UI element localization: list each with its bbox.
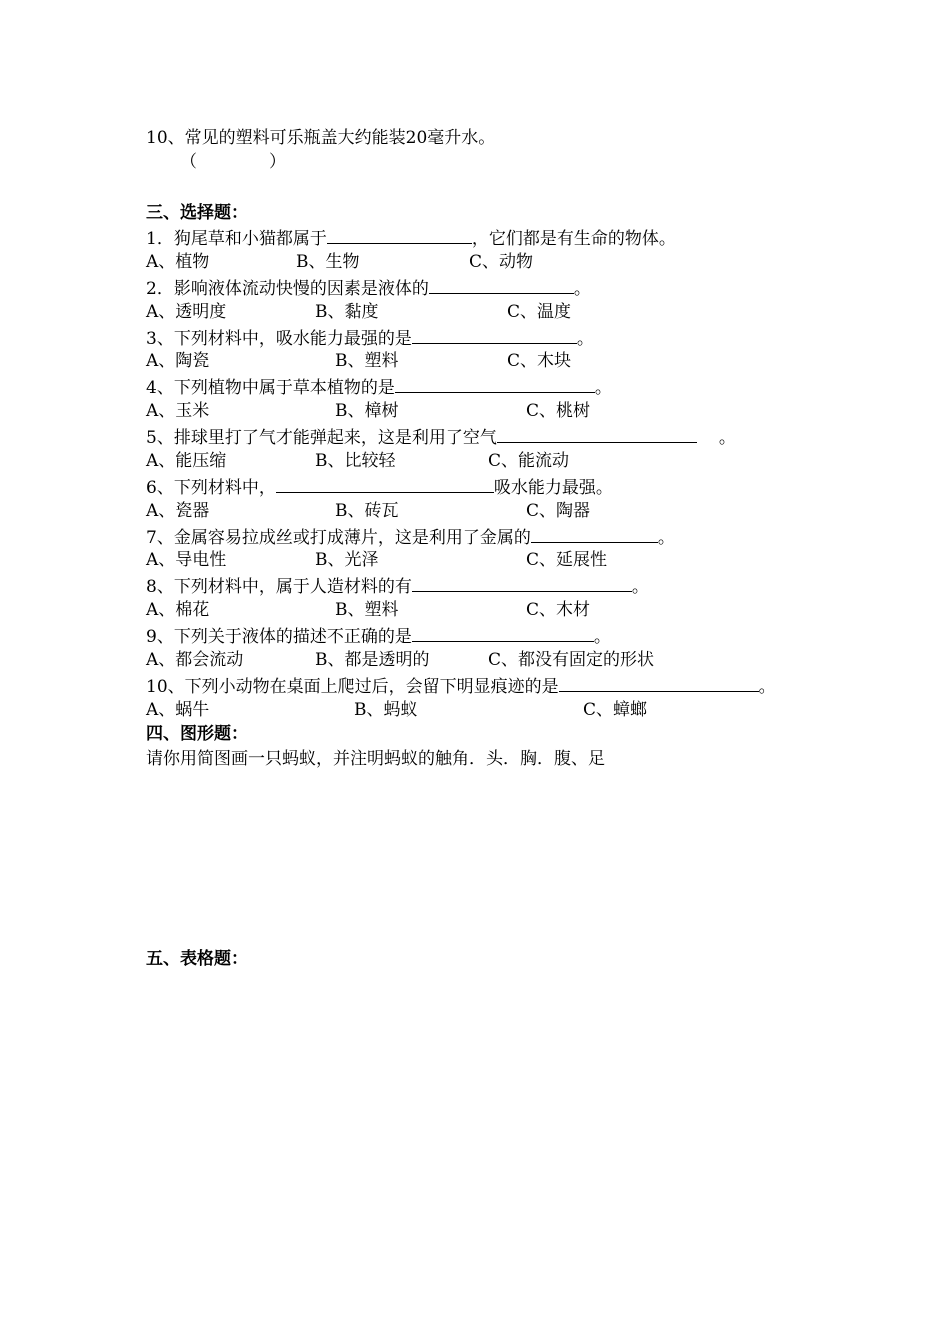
question-text-after: 。 — [593, 627, 611, 647]
question-text: 1．狗尾草和小猫都属于 — [146, 229, 327, 249]
answer-blank[interactable] — [395, 375, 595, 393]
option-b[interactable]: B、砖瓦 — [335, 501, 399, 521]
option-a[interactable]: A、透明度 — [146, 302, 227, 322]
answer-blank[interactable] — [497, 425, 697, 443]
question-text: 7、金属容易拉成丝或打成薄片，这是利用了金属的 — [146, 528, 531, 548]
question-text: 3、下列材料中，吸水能力最强的是 — [146, 329, 412, 349]
question-text-after: 吸水能力最强。 — [493, 478, 613, 498]
answer-blank[interactable] — [327, 226, 472, 244]
option-a[interactable]: A、陶瓷 — [146, 351, 210, 371]
option-b[interactable]: B、比较轻 — [315, 451, 396, 471]
option-a[interactable]: A、导电性 — [146, 550, 227, 570]
option-a[interactable]: A、能压缩 — [146, 451, 227, 471]
answer-blank[interactable] — [412, 574, 632, 592]
mc-question-7 — [146, 525, 675, 549]
question-text: 10、下列小动物在桌面上爬过后，会留下明显痕迹的是 — [146, 677, 559, 697]
option-b[interactable]: B、生物 — [296, 252, 360, 272]
paren-close: ） — [269, 152, 286, 172]
option-c[interactable]: C、温度 — [507, 302, 572, 322]
mc-question-2 — [146, 276, 591, 300]
option-c[interactable]: C、木材 — [526, 600, 591, 620]
answer-blank[interactable] — [531, 525, 658, 543]
option-b[interactable]: B、樟树 — [335, 401, 399, 421]
answer-blank[interactable] — [559, 674, 759, 692]
answer-blank[interactable] — [412, 326, 577, 344]
question-text: 6、下列材料中， — [146, 478, 276, 498]
question-text-after: 。 — [576, 329, 594, 349]
option-c[interactable]: C、蟑螂 — [583, 700, 648, 720]
tf-question-10: 10、常见的塑料可乐瓶盖大约能装20毫升水。 — [146, 128, 496, 148]
mc-question-9 — [146, 624, 611, 648]
mc-question-8 — [146, 574, 649, 598]
option-b[interactable]: B、都是透明的 — [315, 650, 430, 670]
option-a[interactable]: A、瓷器 — [146, 501, 210, 521]
mc-question-3 — [146, 326, 594, 350]
option-b[interactable]: B、塑料 — [335, 600, 399, 620]
question-text-after: ，它们都是有生命的物体。 — [471, 229, 676, 249]
option-c[interactable]: C、陶器 — [526, 501, 591, 521]
option-c[interactable]: C、桃树 — [526, 401, 591, 421]
option-a[interactable]: A、植物 — [146, 252, 210, 272]
answer-blank[interactable] — [429, 276, 574, 294]
option-a[interactable]: A、棉花 — [146, 600, 210, 620]
question-text-after: 。 — [573, 279, 591, 299]
drawing-prompt: 请你用简图画一只蚂蚁，并注明蚂蚁的触角．头．胸．腹、足 — [146, 749, 605, 769]
option-c[interactable]: C、都没有固定的形状 — [488, 650, 655, 670]
question-text-after: 。 — [758, 677, 776, 697]
mc-question-6 — [146, 475, 613, 499]
question-text: 4、下列植物中属于草本植物的是 — [146, 378, 395, 398]
option-c[interactable]: C、能流动 — [488, 451, 570, 471]
option-b[interactable]: B、塑料 — [335, 351, 399, 371]
section-4-title: 四、图形题： — [146, 724, 248, 744]
option-c[interactable]: C、延展性 — [526, 550, 608, 570]
option-a[interactable]: A、蜗牛 — [146, 700, 210, 720]
question-text-after: 。 — [594, 378, 612, 398]
tf-answer-paren — [180, 151, 286, 173]
drawing-area[interactable] — [146, 775, 806, 935]
question-text-after: 。 — [657, 528, 675, 548]
option-b[interactable]: B、光泽 — [315, 550, 379, 570]
question-text: 8、下列材料中，属于人造材料的有 — [146, 577, 412, 597]
answer-blank[interactable] — [276, 475, 494, 493]
question-text-after: 。 — [718, 428, 736, 448]
paren-open: （ — [180, 152, 197, 172]
question-text-after: 。 — [631, 577, 649, 597]
question-text: 5、排球里打了气才能弹起来，这是利用了空气 — [146, 428, 497, 448]
option-b[interactable]: B、黏度 — [315, 302, 379, 322]
section-3-title: 三、选择题： — [146, 203, 248, 223]
mc-question-10 — [146, 674, 776, 698]
option-c[interactable]: C、动物 — [469, 252, 534, 272]
option-c[interactable]: C、木块 — [507, 351, 572, 371]
section-5-title: 五、表格题： — [146, 949, 248, 969]
mc-question-5 — [146, 425, 736, 449]
answer-blank[interactable] — [412, 624, 594, 642]
option-b[interactable]: B、蚂蚁 — [354, 700, 418, 720]
option-a[interactable]: A、玉米 — [146, 401, 210, 421]
mc-question-4 — [146, 375, 612, 399]
question-text: 9、下列关于液体的描述不正确的是 — [146, 627, 412, 647]
option-a[interactable]: A、都会流动 — [146, 650, 244, 670]
question-text: 2．影响液体流动快慢的因素是液体的 — [146, 279, 429, 299]
mc-question-1 — [146, 226, 676, 250]
